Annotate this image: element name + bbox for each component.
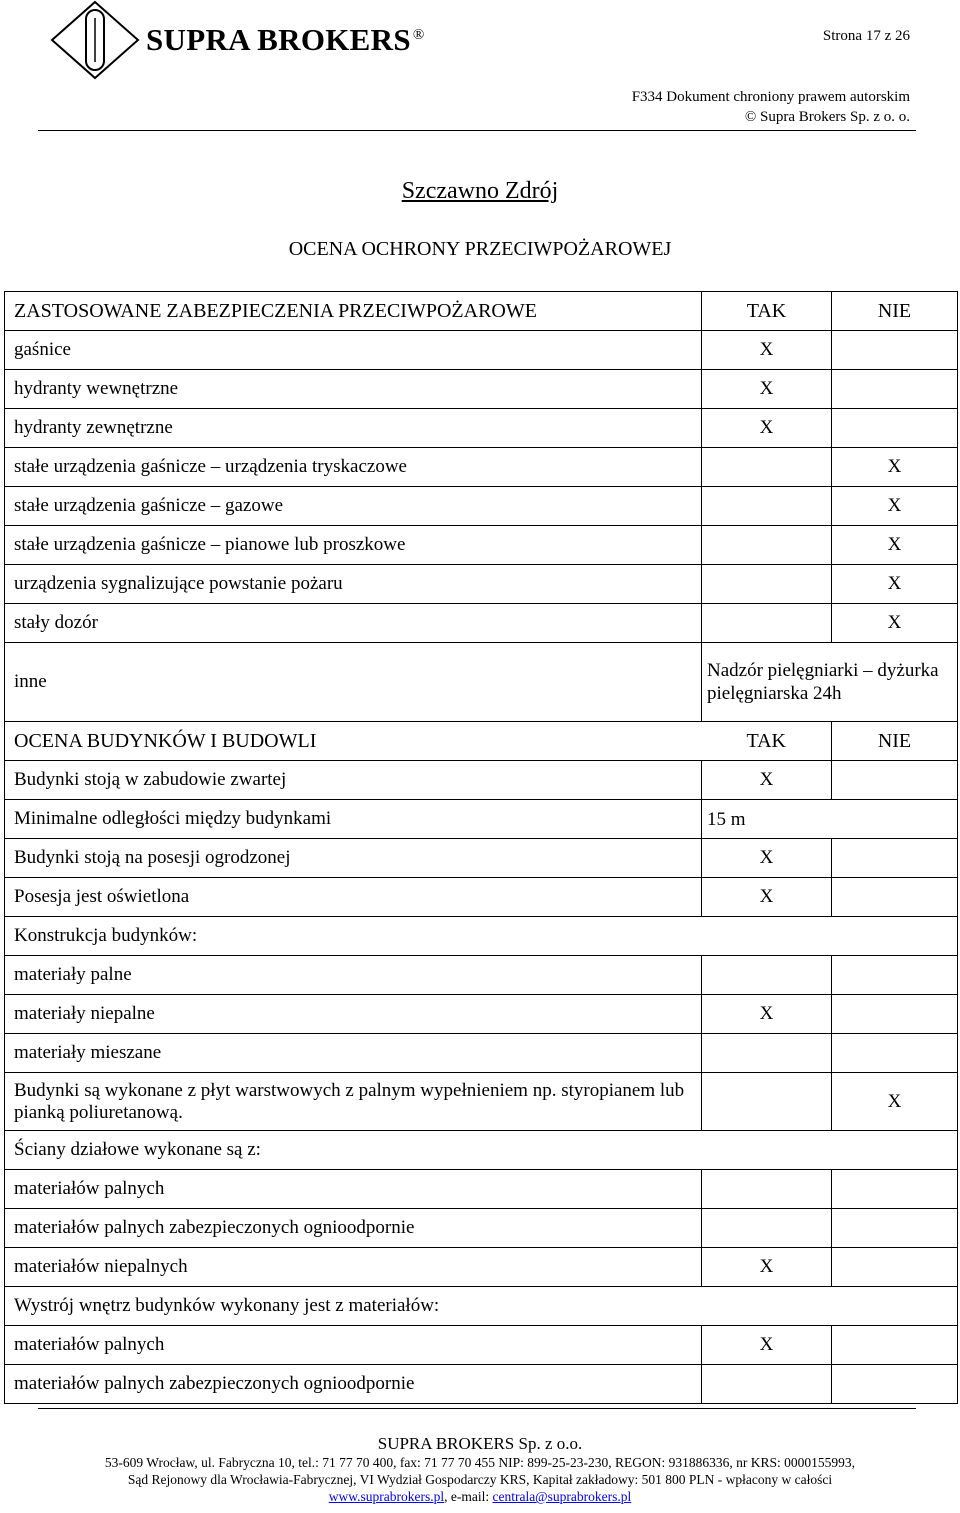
row-label: Wystrój wnętrz budynków wykonany jest z materiałów:	[5, 1287, 958, 1326]
table-row	[5, 995, 958, 1034]
table-row	[5, 1248, 958, 1287]
row-label: materiały palne	[5, 956, 702, 995]
page-number: Strona 17 z 26	[822, 28, 910, 44]
copyright-line-2: © Supra Brokers Sp. z o. o.	[744, 109, 910, 125]
row-label: Budynki stoją na posesji ogrodzonej	[5, 839, 702, 878]
footer-court: Sąd Rejonowy dla Wrocławia-Fabrycznej, VI Wydział Gospodarczy KRS, Kapitał zakładowy: 501 800 PLN - wpłacony w całości	[127, 1472, 833, 1487]
nie-cell	[832, 839, 958, 878]
nie-cell: X	[832, 526, 958, 565]
row-label: Budynki są wykonane z płyt warstwowych z palnym wypełnieniem np. styropianem lub pianką poliuretanową.	[5, 1073, 702, 1131]
row-label: materiałów palnych	[5, 1326, 702, 1365]
nie-cell	[832, 1170, 958, 1209]
table-row	[5, 604, 958, 643]
nie-cell	[832, 1326, 958, 1365]
row-label: Konstrukcja budynków:	[5, 917, 958, 956]
row-label: Ściany działowe wykonane są z:	[5, 1131, 958, 1170]
row-label: Posesja jest oświetlona	[5, 878, 702, 917]
table-row	[5, 448, 958, 487]
row-label: inne	[5, 643, 702, 722]
tak-header: TAK	[702, 292, 832, 331]
tak-cell	[702, 565, 832, 604]
table-row	[5, 1365, 958, 1404]
tak-cell	[702, 1034, 832, 1073]
website-link[interactable]: www.suprabrokers.pl	[328, 1489, 445, 1504]
footer-contact	[0, 1489, 960, 1505]
nie-cell	[832, 995, 958, 1034]
row-label: hydranty zewnętrzne	[5, 409, 702, 448]
tak-cell	[702, 1365, 832, 1404]
row-label: stałe urządzenia gaśnicze – gazowe	[5, 487, 702, 526]
tak-cell	[702, 526, 832, 565]
tak-cell	[702, 448, 832, 487]
row-label: Budynki stoją w zabudowie zwartej	[5, 761, 702, 800]
row-label: hydranty wewnętrzne	[5, 370, 702, 409]
row-label: materiały mieszane	[5, 1034, 702, 1073]
row-label: urządzenia sygnalizujące powstanie pożaru	[5, 565, 702, 604]
tak-cell	[702, 1073, 832, 1131]
footer-address: 53-609 Wrocław, ul. Fabryczna 10, tel.: 71 77 70 400, fax: 71 77 70 455 NIP: 899-25-23-230, REGON: 931886336, nr KRS: 0000155993,	[104, 1455, 856, 1470]
table-row	[5, 643, 958, 722]
table-row	[5, 1209, 958, 1248]
registered-mark: ®	[412, 26, 425, 43]
buildings-header-label	[5, 722, 702, 761]
brand-name: SUPRA BROKERS ®	[146, 22, 425, 57]
table-row	[5, 565, 958, 604]
section-subtitle: OCENA OCHRONY PRZECIWPOŻAROWEJ	[288, 238, 672, 260]
nie-cell: X	[832, 604, 958, 643]
table-row	[5, 1034, 958, 1073]
table-row	[5, 800, 958, 839]
row-label: Minimalne odległości między budynkami	[5, 800, 702, 839]
row-label: stały dozór	[5, 604, 702, 643]
distance-cell: 15 m	[702, 800, 958, 839]
email-label: , e-mail:	[444, 1489, 493, 1504]
nie-header: NIE	[832, 292, 958, 331]
buildings-header-row	[5, 722, 958, 761]
table-row	[5, 331, 958, 370]
table-row	[5, 370, 958, 409]
email-link[interactable]: centrala@suprabrokers.pl	[492, 1489, 632, 1504]
table-row	[5, 1131, 958, 1170]
buildings-header-text: OCENA BUDYNKÓW I BUDOWLI	[14, 729, 317, 752]
row-label: stałe urządzenia gaśnicze – urządzenia tryskaczowe	[5, 448, 702, 487]
nie-header: NIE	[832, 722, 958, 761]
nie-cell	[832, 1248, 958, 1287]
tak-cell	[702, 956, 832, 995]
nie-cell: X	[832, 448, 958, 487]
tak-cell: X	[702, 995, 832, 1034]
fire-header-row	[5, 292, 958, 331]
nie-cell	[832, 956, 958, 995]
company-logo	[50, 0, 140, 80]
fire-header-label: ZASTOSOWANE ZABEZPIECZENIA PRZECIWPOŻAROWE	[5, 292, 702, 331]
table-row	[5, 487, 958, 526]
table-row	[5, 526, 958, 565]
header-divider	[38, 130, 916, 131]
row-label: materiałów palnych	[5, 1170, 702, 1209]
nie-cell	[832, 1209, 958, 1248]
nie-cell	[832, 1034, 958, 1073]
tak-cell: X	[702, 1248, 832, 1287]
copyright-line-1: F334 Dokument chroniony prawem autorskim	[631, 89, 910, 105]
tak-cell: X	[702, 370, 832, 409]
page-title: Szczawno Zdrój	[401, 178, 559, 204]
row-label: gaśnice	[5, 331, 702, 370]
nie-cell	[832, 761, 958, 800]
document-notice	[632, 87, 910, 127]
table-row	[5, 956, 958, 995]
tak-cell	[702, 1170, 832, 1209]
tak-cell	[702, 1209, 832, 1248]
nie-cell	[832, 878, 958, 917]
table-row	[5, 917, 958, 956]
table-row	[5, 1073, 958, 1131]
table-row	[5, 839, 958, 878]
footer-company: SUPRA BROKERS Sp. z o.o.	[377, 1434, 583, 1453]
tak-cell	[702, 604, 832, 643]
row-label: materiałów palnych zabezpieczonych ognioodpornie	[5, 1365, 702, 1404]
other-note: Nadzór pielęgniarki – dyżurka pielęgniarska 24h	[702, 643, 958, 722]
nie-cell: X	[832, 565, 958, 604]
footer-divider	[38, 1408, 916, 1409]
nie-cell	[832, 409, 958, 448]
nie-cell	[832, 331, 958, 370]
tak-cell: X	[702, 761, 832, 800]
nie-cell	[832, 370, 958, 409]
table-row	[5, 878, 958, 917]
table-row	[5, 1326, 958, 1365]
nie-cell: X	[832, 1073, 958, 1131]
nie-cell: X	[832, 487, 958, 526]
table-row	[5, 761, 958, 800]
nie-cell	[832, 1365, 958, 1404]
assessment-table	[4, 291, 958, 1404]
tak-header: TAK	[702, 722, 832, 761]
table-row	[5, 1287, 958, 1326]
tak-cell	[702, 487, 832, 526]
tak-cell: X	[702, 331, 832, 370]
row-label: stałe urządzenia gaśnicze – pianowe lub proszkowe	[5, 526, 702, 565]
row-label: materiałów niepalnych	[5, 1248, 702, 1287]
tak-cell: X	[702, 409, 832, 448]
tak-cell: X	[702, 878, 832, 917]
tak-cell: X	[702, 839, 832, 878]
tak-cell: X	[702, 1326, 832, 1365]
row-label: materiały niepalne	[5, 995, 702, 1034]
table-row	[5, 409, 958, 448]
table-row	[5, 1170, 958, 1209]
row-label: materiałów palnych zabezpieczonych ognioodpornie	[5, 1209, 702, 1248]
